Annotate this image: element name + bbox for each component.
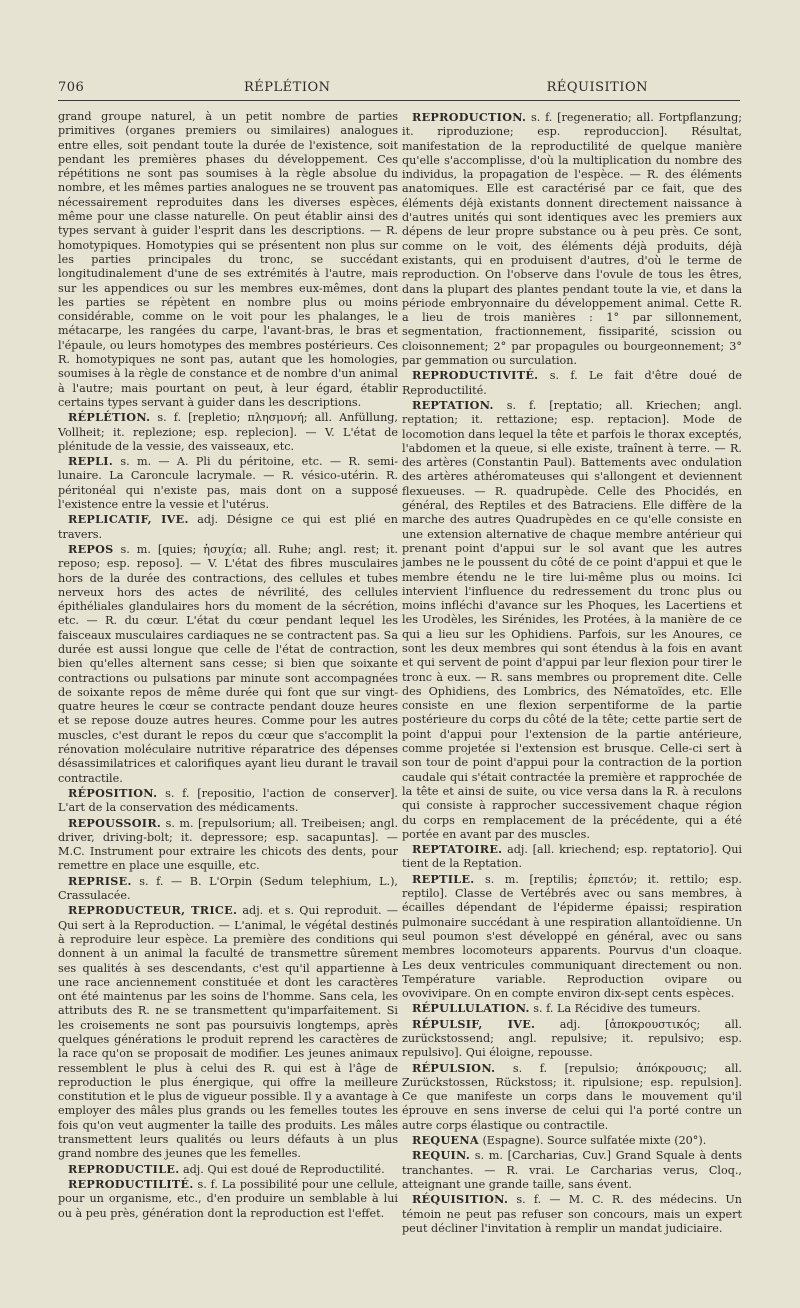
dictionary-entry <box>58 542 398 786</box>
dictionary-entry <box>58 1162 398 1177</box>
entry-headword: REPRODUCTION. <box>412 110 527 124</box>
entry-headword: REPRODUCTILITÉ. <box>68 1176 194 1191</box>
right-running-head: RÉQUISITION <box>546 80 648 95</box>
dictionary-entry <box>58 410 398 454</box>
entry-text: s. f. La possibilité pour une cellule, pour un organisme, etc., d'en produire un semblable à lui ou à peu près, génération dont la reproduction est l'effet. <box>58 1177 398 1220</box>
entry-headword: RÉPLÉTION. <box>68 410 151 425</box>
entry-text: s. f. — M. C. R. des médecins. Un témoin ne peut pas refuser son concours, mais un expert peut décliner l'invitation à remplir un mandat judiciaire. <box>402 1193 742 1235</box>
dictionary-entry <box>402 1192 742 1236</box>
page-number: 706 <box>58 80 85 95</box>
left-running-head: RÉPLÉTION <box>244 80 331 95</box>
entry-text: s. f. La Récidive des tumeurs. <box>533 1002 701 1016</box>
entry-text: s. f. [repositio, l'action de conserver]. L'art de la conservation des médicaments. <box>58 786 398 815</box>
running-header <box>58 80 740 102</box>
entry-text: adj. Désigne ce qui est plié en travers. <box>58 513 399 541</box>
dictionary-entry <box>58 512 398 542</box>
entry-text: s. m. [repulsorium; all. Treibeisen; angl. driver, driving-bolt; it. depressore; esp. sacapuntas]. — M.C. Instrument pour extraire les chicots des dents, pour remettre en place une esquille, etc. <box>58 816 398 873</box>
entry-headword: REPRODUCTEUR, TRICE. <box>68 903 238 918</box>
entry-headword: REPTATOIRE. <box>412 842 503 857</box>
right-column <box>402 110 742 1236</box>
entry-text: grand groupe naturel, à un petit nombre de parties primitives (organes premiers ou similaires) analogues entre elles, soit pendant toute la durée de l'existence, soit pendant les premières phases du développement. Ces répétitions ne sont pas soumises à la règle absolue du nombre, et les mêmes parties analogues ne se trouvent pas nécessairement reproduites dans les diverses espèces, même pour une classe naturelle. On peut établir ainsi des types servant à guider l'esprit dans les descriptions. — R. homotypiques. Homotypies qui se présentent non plus sur les parties principales du tronc, se succédant longitudinalement d'une de ses extrémités à l'autre, mais sur les appendices ou sur les membres eux-mêmes, dont les parties se répètent en nombre plus ou moins considérable, comme on le voit pour les phalanges, le métacarpe, les rangées du carpe, l'avant-bras, le bras et l'épaule, ou leurs homotypes des membres postérieurs. Ces R. homotypiques ne sont pas, autant que les homologies, soumises à la règle de constance et de nombre d'un animal à l'autre; mais pourtant on peut, à leur égard, établir certains types servant à guider dans les descriptions. <box>58 110 398 409</box>
entry-text: adj. [ἀποκρουστικός; all. zurückstossend; angl. repulsive; it. repulsivo; esp. repulsivo]. Qui éloigne, repousse. <box>402 1017 742 1060</box>
entry-continuation <box>58 110 398 410</box>
entry-headword: REPRODUCTIVITÉ. <box>412 368 539 383</box>
entry-text: adj. [all. kriechend; esp. reptatorio]. Qui tient de la Reptation. <box>402 843 742 871</box>
entry-text: s. f. [repulsio; ἀπόκρουσις; all. Zurückstossen, Rückstoss; it. ripulsione; esp. repulsion]. Ce que manifeste un corps dans le mouvement qu'il éprouve en sens inverse de celui qui l'a porté contre un autre corps élastique ou contractile. <box>402 1061 742 1132</box>
dictionary-entry <box>402 1133 742 1148</box>
dictionary-entry <box>58 786 398 816</box>
dictionary-entry <box>402 842 742 872</box>
entry-headword: RÉPOSITION. <box>68 785 158 800</box>
entry-headword: RÉQUISITION. <box>412 1192 509 1207</box>
entry-text: s. f. [reptatio; all. Kriechen; angl. reptation; it. rettazione; esp. reptacion]. Mode de locomotion dans lequel la tête et parfois le thorax exceptés, l'abdomen et la queue, si elle existe, traînent à terre. — R. des artères (Constantin Paul). Battements avec ondulation des artères athéromateuses qui s'allongent et deviennent flexueuses. — R. quadrupède. Celle des Phocidés, en général, des Reptiles et des Batraciens. Elle diffère de la marche des autres Quadrupèdes en ce qu'elle consiste en une extension alternative de chaque membre antérieur qui prenant point d'appui sur le sol avant que les autres jambes ne le poussent du côté de ce point d'appui et que le membre étendu ne le tire lui-même plus ou moins. Ici intervient l'influence du redressement du tronc plus ou moins infléchi d'avance sur les Phoques, les Lacertiens et les Urodèles, les Sirénides, les Protées, à la manière de ce qui a lieu sur les Ophidiens. Parfois, sur les Anoures, ce sont les deux membres qui sont étendus à la fois en avant et qui servent de point d'appui par leur flexion pour tirer le tronc à eux. — R. sans membres ou proprement dite. Celle des Ophidiens, des Lombrics, des Nématoïdes, etc. Elle consiste en une flexion serpentiforme de la partie postérieure du corps du côté de la tête; cette partie sert de point d'appui pour l'extension de la partie antérieure, comme projetée si l'extension est brusque. Celle-ci sert à son tour de point d'appui pour la contraction de la portion caudale qui s'était contractée la première et rapprochée de la tête et ainsi de suite, ou vice versa dans la R. à reculons qui consiste à rapprocher successivement chaque région du corps en remplacement de la précédente, qui a été portée en avant par des muscles. <box>402 398 742 841</box>
entry-text: s. f. [regeneratio; all. Fortpflanzung; it. riproduzione; esp. reproduccion]. Résultat, manifestation de la reproductilité de quelque manière qu'elle s'accomplisse, d'où la multiplication du nombre des individus, la propagation de l'espèce. — R. des éléments anatomiques. Elle est caractérisé par ce fait, que des éléments déjà existants donnent directement naissance à d'autres unités qui sont identiques avec les premiers aux dépens de leur propre substance ou à peu près. Ce sont, comme on le voit, des éléments déjà produits, déjà existants, qui en produisent d'autres, d'où le terme de reproduction. On l'observe dans l'ovule de tous les êtres, dans la plupart des plantes pendant toute la vie, et dans la période embryonnaire du développement animal. Cette R. a lieu de trois manières : 1° par sillonnement, segmentation, fractionnement, fissiparité, scission ou cloisonnement; 2° par propagules ou bourgeonnement; 3° par gemmation ou surculation. <box>402 111 743 368</box>
entry-headword: RÉPULLULATION. <box>412 1001 530 1016</box>
entry-text: adj. et s. Qui reproduit. — Qui sert à la Reproduction. — L'animal, le végétal destinés à reproduire leur espèce. La première des conditions qui donnent à un animal la faculté de transmettre sûrement ses qualités à ses descendants, c'est qu'il appartienne à une race anciennement constituée et dont les caractères ont été maintenus par les soins de l'homme. Sans cela, les attributs des R. ne se transmettent qu'imparfaitement. Si les croisements ne sont pas poursuivis longtemps, après quelques générations le produit reprend les caractères de la race qu'on se proposait de modifier. Les jeunes animaux ressemblent le plus à celui des R. qui est à l'âge de reproduction le plus énergique, qui offre la meilleure constitution et le plus de vigueur possible. Il y a avantage à employer des mâles plus grands ou les femelles toutes les fois qu'on veut augmenter la taille des produits. Les mâles transmettent leurs qualités ou leurs défauts à un plus grand nombre des jeunes que les femelles. <box>58 904 398 1161</box>
dictionary-entry <box>58 874 398 904</box>
entry-headword: REQUENA <box>412 1133 479 1148</box>
entry-text: adj. Qui est doué de Reproductilité. <box>182 1162 385 1176</box>
entry-text: s. m. [reptilis; ἑρπετόν; it. rettilo; esp. reptilo]. Classe de Vertébrés avec ou sans membres, à écailles dépendant de l'épiderme épaissi; respiration pulmonaire succédant à une respiration allantoïdienne. Un seul poumon s'est développé en général, avec ou sans membres locomoteurs apparents. Pourvus d'un cloaque. Les deux ventricules communiquant directement ou non. Température variable. Reproduction ovipare ou ovovivipare. On en compte environ dix-sept cents espèces. <box>402 872 742 1001</box>
entry-headword: REPRISE. <box>68 873 132 888</box>
entry-text: s. f. — B. L'Orpin (Sedum telephium, L.), Crassulacée. <box>58 874 398 903</box>
dictionary-entry <box>402 1148 742 1192</box>
entry-text: s. m. [quies; ἡσυχία; all. Ruhe; angl. rest; it. reposo; esp. reposo]. — V. L'état des fibres musculaires hors de la durée des contractions, des cellules et tubes nerveux hors des actes de névrilité, des cellules épithéliales glandulaires hors du moment de la sécrétion, etc. — R. du cœur. L'état du cœur pendant lequel les faisceaux musculaires cardiaques ne se contractent pas. Sa durée est aussi longue que celle de l'état de contraction, bien qu'elles alternent sans cesse; si bien que soixante contractions ou pulsations par minute sont accompagnées de soixante repos de même durée qui font que sur vingt-quatre heures le cœur se contracte pendant douze heures et se repose douze autres heures. Comme pour les autres muscles, c'est durant le repos du cœur que s'accomplit la rénovation moléculaire nutritive réparatrice des dépenses désassimilatrices et calorifiques ayant lieu durant le travail contractile. <box>58 542 398 785</box>
dictionary-entry <box>58 816 398 874</box>
entry-headword: REPLI. <box>68 454 114 469</box>
dictionary-entry <box>402 368 742 398</box>
entry-text: (Espagne). Source sulfatée mixte (20°). <box>482 1134 707 1148</box>
left-column <box>58 110 398 1221</box>
entry-text: s. f. Le fait d'être doué de Reproductilité. <box>402 369 742 397</box>
dictionary-entry <box>58 903 398 1161</box>
entry-headword: REPLICATIF, IVE. <box>68 512 189 527</box>
dictionary-entry <box>58 1177 398 1221</box>
entry-text: s. f. [repletio; πλησμονή; all. Anfüllung, Vollheit; it. replezione; esp. replecion]. — V. L'état de plénitude de la vessie, des vaisseaux, etc. <box>58 411 398 453</box>
entry-headword: REPTILE. <box>412 871 475 886</box>
entry-headword: REPOUSSOIR. <box>68 815 162 830</box>
dictionary-entry <box>402 872 742 1002</box>
entry-headword: REPOS <box>68 541 114 556</box>
entry-headword: REQUIN. <box>412 1148 471 1163</box>
dictionary-entry <box>402 1001 742 1016</box>
entry-headword: REPTATION. <box>412 397 494 412</box>
entry-text: s. m. [Carcharias, Cuv.] Grand Squale à dents tranchantes. — R. vrai. Le Carcharias verus, Cloq., atteignant une grande taille, sans évent. <box>402 1149 743 1191</box>
dictionary-entry <box>402 1061 742 1133</box>
dictionary-entry <box>402 398 742 842</box>
dictionary-entry <box>58 454 398 512</box>
entry-headword: RÉPULSIF, IVE. <box>412 1016 536 1031</box>
header-rule <box>58 100 740 101</box>
entry-headword: RÉPULSION. <box>412 1060 496 1075</box>
dictionary-entry <box>402 110 742 368</box>
entry-text: s. m. — A. Pli du péritoine, etc. — R. semi-lunaire. La Caroncule lacrymale. — R. vésico-utérin. R. péritonéal qui n'existe pas, mais dont on a supposé l'existence entre la vessie et l'utérus. <box>58 455 399 512</box>
dictionary-entry <box>402 1017 742 1061</box>
entry-headword: REPRODUCTILE. <box>68 1161 180 1176</box>
